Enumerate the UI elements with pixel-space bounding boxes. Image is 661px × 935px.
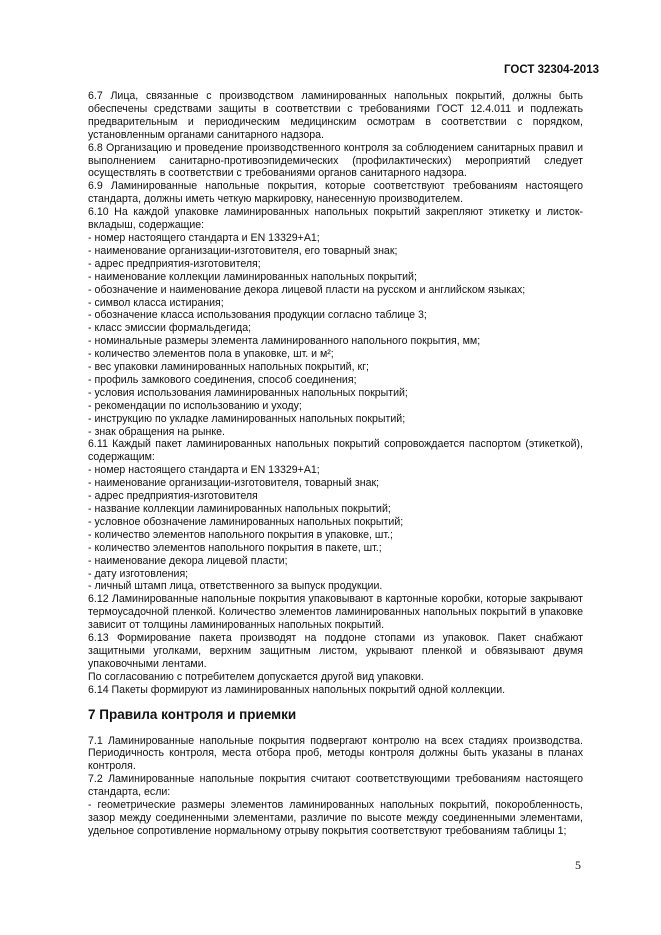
list-item: - знак обращения на рынке. [88,425,225,438]
paragraph-6-13: 6.13 Формирование пакета производят на поддоне стопами из упаковок. Пакет снабжают защитными уголками, верхним защитным листом, укрывают пленкой и обвязывают двумя упаковочными лентами. [88,632,583,670]
list-item: - дату изготовления; [88,567,189,580]
list-item: - вес упаковки ламинированных напольных покрытий, кг; [88,361,369,374]
list-item: - рекомендации по использованию и уходу; [88,399,302,412]
section-7-title: 7 Правила контроля и приемки [88,706,297,722]
list-item: - наименование коллекции ламинированных напольных покрытий; [88,270,417,283]
list-6-11 [88,464,583,593]
list-item: - номер настоящего стандарта и EN 13329+A1; [88,231,320,244]
paragraph-6-13-note: По согласованию с потребителем допускается другой вид упаковки. [88,670,424,683]
list-item: - номер настоящего стандарта и EN 13329+A1; [88,464,320,477]
paragraph-7-2-a: - геометрические размеры элементов ламинированных напольных покрытий, покоробленность, зазор между соединенными элементами, различие по высоте между соединенными элементами, удельное сопротивление нормальному отрыву покрытия соответствуют требованиям таблицы 1; [88,799,583,837]
paragraph-6-14: 6.14 Пакеты формируют из ламинированных напольных покрытий одной коллекции. [88,683,506,696]
paragraph-6-10: 6.10 На каждой упаковке ламинированных напольных покрытий закрепляют этикетку и листок-вкладыш, содержащие: [88,206,583,232]
page-number: 5 [575,858,581,872]
list-item: - символ класса истирания; [88,296,224,309]
list-item: - адрес предприятия-изготовителя [88,490,258,503]
list-item: - количество элементов напольного покрытия в упаковке, шт.; [88,528,393,541]
paragraph-6-7: 6.7 Лица, связанные с производством ламинированных напольных покрытий, должны быть обеспечены средствами защиты в соответствии с требованиями ГОСТ 12.4.011 и подлежать предварительным и периодическим медицинским осмотрам в соответствии с порядком, установленным органами санитарного надзора. [88,90,583,141]
list-item: - личный штамп лица, ответственного за выпуск продукции. [88,580,383,593]
list-item: - наименование декора лицевой пласти; [88,554,288,567]
list-item: - количество элементов пола в упаковке, шт. и м²; [88,348,334,361]
list-item: - условия использования ламинированных напольных покрытий; [88,386,408,399]
list-item: - условное обозначение ламинированных напольных покрытий; [88,515,404,528]
paragraph-7-2: 7.2 Ламинированные напольные покрытия считают соответствующими требованиям настоящего стандарта, если: [88,773,583,799]
list-item: - количество элементов напольного покрытия в пакете, шт.; [88,541,382,554]
list-item: - класс эмиссии формальдегида; [88,322,252,335]
document-body [88,90,583,838]
list-item: - адрес предприятия-изготовителя; [88,257,261,270]
document-code: ГОСТ 32304-2013 [504,64,599,76]
paragraph-6-8: 6.8 Организацию и проведение производственного контроля за соблюдением санитарных правил и выполнением санитарно-противоэпидемических (профилактических) мероприятий следует осуществлять в соответствии с требованиями органов санитарного надзора. [88,141,583,180]
list-item: - инструкцию по укладке ламинированных напольных покрытий; [88,412,406,425]
paragraph-7-1: 7.1 Ламинированные напольные покрытия подвергают контролю на всех стадиях производства. Периодичность контроля, места отбора проб, методы контроля должны быть указаны в планах контроля. [88,734,583,773]
list-6-10 [88,232,583,439]
list-item: - профиль замкового соединения, способ соединения; [88,373,357,386]
list-item: - обозначение и наименование декора лицевой пласти на русском и английском языках; [88,283,526,296]
paragraph-6-9: 6.9 Ламинированные напольные покрытия, которые соответствуют требованиям настоящего стандарта, должны иметь четкую маркировку, нанесенную производителем. [88,180,583,206]
paragraph-6-12: 6.12 Ламинированные напольные покрытия упаковывают в картонные коробки, которые закрывают термоусадочной пленкой. Количество элементов ламинированных напольных покрытий в упаковке зависит от толщины ламинированных напольных покрытий. [88,593,583,632]
list-item: - номинальные размеры элемента ламинированного напольного покрытия, мм; [88,335,481,348]
list-item: - наименование организации-изготовителя, товарный знак; [88,477,380,490]
list-item: - название коллекции ламинированных напольных покрытий; [88,503,391,515]
list-item: - наименование организации-изготовителя, его товарный знак; [88,244,398,257]
paragraph-6-11: 6.11 Каждый пакет ламинированных напольных покрытий сопровождается паспортом (этикеткой), содержащим: [88,438,583,464]
list-item: - обозначение класса использования продукции согласно таблице 3; [88,309,427,322]
